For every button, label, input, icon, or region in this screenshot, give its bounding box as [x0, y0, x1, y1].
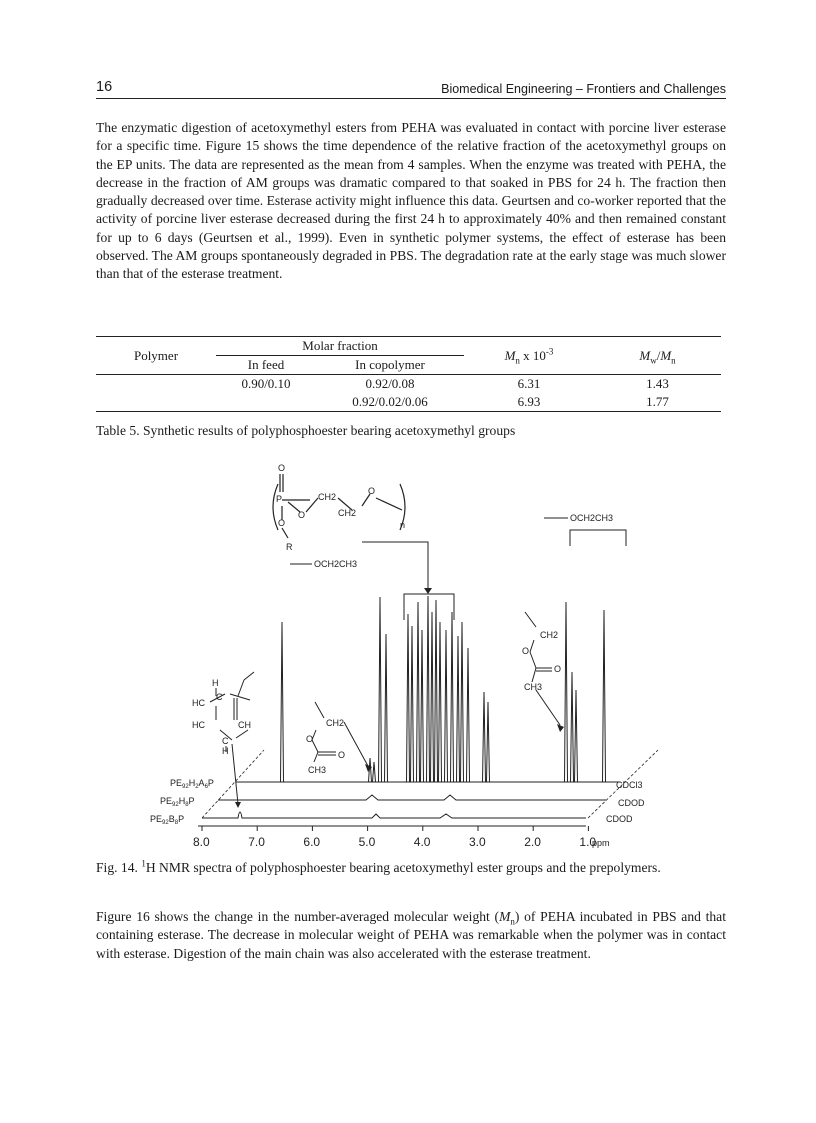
- svg-text:O: O: [368, 486, 376, 496]
- figure-caption: Fig. 14. $^1$H NMR spectra of polyphosphoester bearing acetoxymethyl ester groups and the prepolymers.: [96, 858, 661, 875]
- spectrum-baselines: [202, 782, 620, 818]
- nmr-peak: [411, 626, 414, 782]
- nmr-peak: [451, 612, 454, 782]
- svg-text:CH2: CH2: [318, 492, 337, 502]
- nmr-peak: [565, 602, 568, 782]
- nmr-peak: [421, 630, 424, 782]
- svg-text:CH3: CH3: [308, 765, 327, 775]
- svg-text:O: O: [278, 463, 286, 473]
- svg-text:HC: HC: [192, 698, 205, 708]
- nmr-peak: [571, 672, 574, 782]
- table-caption: Table 5. Synthetic results of polyphosphoester bearing acetoxymethyl groups: [96, 423, 516, 438]
- svg-text:O: O: [338, 750, 346, 760]
- header-molar-fraction: Molar fraction: [216, 337, 464, 356]
- x-tick-label: 4.0: [413, 835, 431, 849]
- nmr-peak: [407, 614, 410, 782]
- svg-text:CH2: CH2: [338, 508, 357, 518]
- svg-text:CH2: CH2: [540, 630, 559, 640]
- nmr-peak: [417, 602, 420, 782]
- header-in-feed: In feed: [216, 356, 316, 375]
- svg-text:O: O: [278, 518, 286, 528]
- nmr-peak: [385, 634, 388, 782]
- nmr-peak: [369, 758, 372, 782]
- svg-text:CH3: CH3: [524, 682, 543, 692]
- spectrum-label-pe92h8p: $PE_{92}H_8P$: [160, 796, 195, 808]
- solvent-label-2: CDOD: [618, 798, 645, 808]
- nmr-spectra-figure: [140, 462, 680, 857]
- nmr-peak: [373, 762, 376, 782]
- svg-text:P: P: [276, 494, 283, 504]
- solvent-label-3: CDOD: [606, 814, 633, 824]
- nmr-peak: [575, 690, 578, 782]
- svg-text:R: R: [286, 542, 293, 552]
- nmr-peak: [445, 630, 448, 782]
- header-mw-mn: $M_w/M_n$: [594, 337, 721, 375]
- svg-text:n: n: [400, 520, 406, 530]
- solvent-label-1: CDCl3: [616, 780, 643, 790]
- header-mn: $M_n$ x $10^{-3}$: [464, 337, 594, 375]
- paragraph-2: Figure 16 shows the change in the number-averaged molecular weight $(M_n)$ of PEHA incubated in PBS and that containing esterase. The decrease in molecular weight of PEHA was remarkable when the polymer was in contact with esterase. Digestion of the main chain was also accelerated with the esterase treatment.: [96, 909, 726, 961]
- nmr-peak: [281, 622, 284, 782]
- x-tick-label: 8.0: [193, 835, 210, 849]
- svg-text:CH2: CH2: [326, 718, 345, 728]
- x-tick-label: 7.0: [248, 835, 265, 849]
- nmr-peak: [467, 648, 470, 782]
- x-tick-label: 3.0: [469, 835, 486, 849]
- header-in-copolymer: In copolymer: [316, 356, 464, 375]
- x-tick-label: 6.0: [303, 835, 321, 849]
- svg-text:H: H: [212, 678, 219, 688]
- header-polymer: Polymer: [96, 337, 216, 375]
- svg-text:O: O: [522, 646, 530, 656]
- polymer-structure: [273, 474, 405, 538]
- svg-text:O: O: [298, 510, 306, 520]
- nmr-peak: [379, 597, 382, 782]
- och2ch3-label-left: OCH2CH3: [314, 559, 358, 569]
- svg-text:HC: HC: [192, 720, 205, 730]
- nmr-peak: [461, 622, 464, 782]
- och2ch3-label-right: OCH2CH3: [570, 513, 614, 523]
- spectrum-peaks: [281, 596, 606, 782]
- x-tick-label: 2.0: [524, 835, 541, 849]
- svg-text:C: C: [222, 736, 229, 746]
- nmr-peak: [603, 610, 606, 782]
- x-axis: [193, 826, 610, 849]
- nmr-peak: [457, 636, 460, 782]
- table-row: 0.90/0.10 0.92/0.08 6.31 1.43: [241, 376, 669, 391]
- x-axis-unit: ppm: [592, 838, 610, 848]
- svg-text:H: H: [222, 746, 229, 756]
- svg-text:C: C: [216, 692, 223, 702]
- spectrum-label-pe92h2a6p: $PE_{92}H_2A_6P$: [170, 778, 214, 790]
- svg-text:CH: CH: [238, 720, 251, 730]
- table-row: 0.92/0.02/0.06 6.93 1.77: [96, 393, 721, 412]
- nmr-peak: [483, 692, 486, 782]
- nmr-peak: [439, 622, 442, 782]
- x-tick-label: 1.0: [579, 835, 597, 849]
- page-number: 16: [96, 79, 113, 95]
- svg-text:O: O: [306, 734, 314, 744]
- nmr-peak: [427, 596, 430, 782]
- page-header: [96, 80, 726, 99]
- nmr-peak: [431, 612, 434, 782]
- x-tick-label: 5.0: [358, 835, 376, 849]
- journal-title: Biomedical Engineering – Frontiers and Challenges: [441, 82, 726, 96]
- synthetic-results-table: [96, 336, 721, 412]
- nmr-peak: [487, 702, 490, 782]
- paragraph-1: The enzymatic digestion of acetoxymethyl esters from PEHA was evaluated in contact with porcine liver esterase for a specific time. Figure 15 shows the time dependence of the relative fraction of the acetoxymethyl groups on the EP units. The data are represented as the mean from 4 samples. When the enzyme was treated with PEHA, the decrease in the fraction of AM groups was dramatic compared to that soaked in PBS for 24 h. The fraction then gradually decreased over time. Esterase activity might influence this data. Geurtsen and co-worker reported that the activity of porcine liver esterase decreased during the first 24 h to approximately 40% and then remained constant for up to 6 days (Geurtsen et al., 1999). Even in synthetic polymer systems, the effect of esterase has been observed. The AM groups spontaneously degraded in PBS. The degradation rate at the early stage was much slower than that of the esterase treatment.: [96, 120, 726, 282]
- nmr-peak: [435, 600, 438, 782]
- svg-text:O: O: [554, 664, 562, 674]
- spectrum-label-pe92b8p: $PE_{92}B_8P$: [150, 814, 185, 826]
